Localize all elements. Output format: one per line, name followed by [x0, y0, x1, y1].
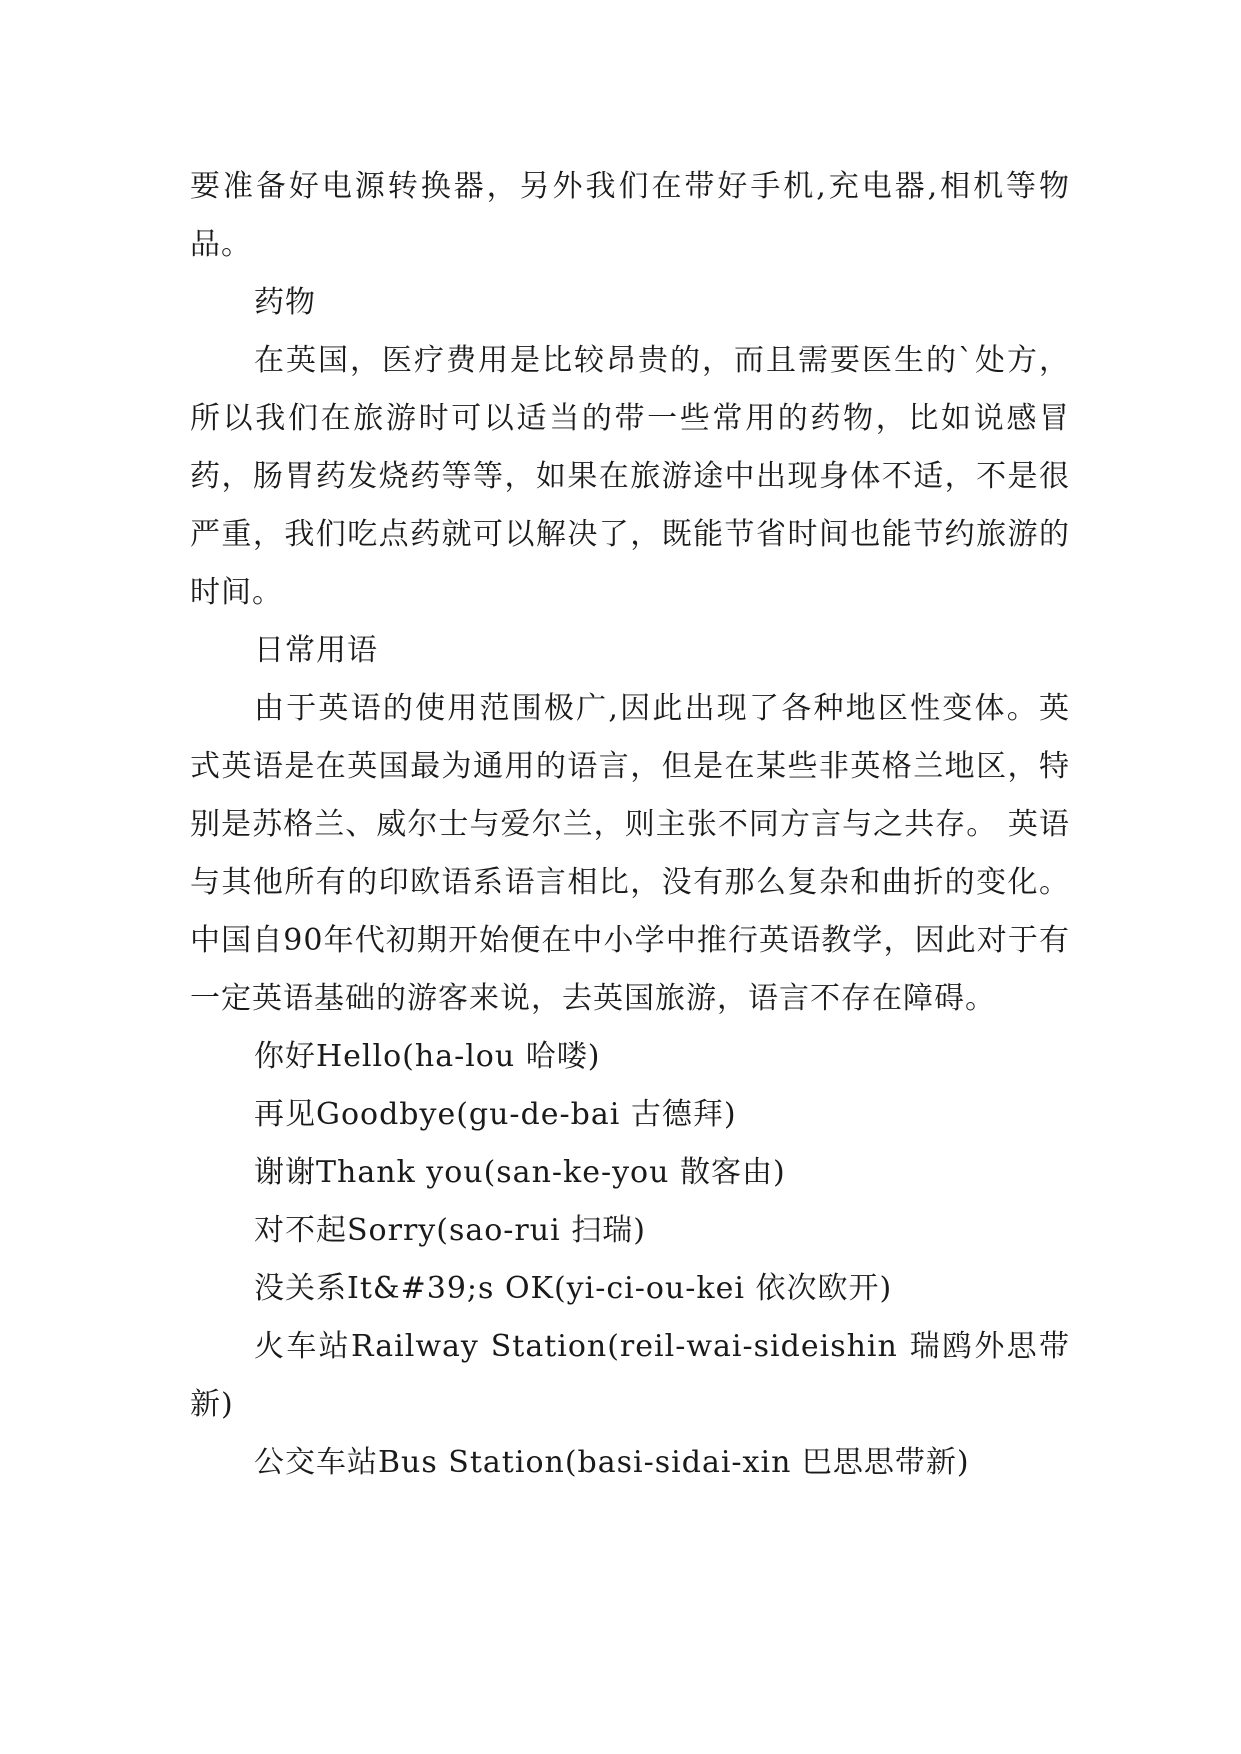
phrase-item-thank-you: 谢谢Thank you(san-ke-you 散客由)	[254, 1155, 786, 1190]
phrase-item-bus-station: 公交车站Bus Station(basi-sidai-xin 巴思思带新)	[254, 1445, 970, 1480]
paragraph-daily-phrases: 由于英语的使用范围极广,因此出现了各种地区性变体。英式英语是在英国最为通用的语言，但是在某些非英格兰地区，特别是苏格兰、威尔士与爱尔兰，则主张不同方言与之共存。 英语与其他所有的印欧语系语言相比，没有那么复杂和曲折的变化。中国自90年代初期开始便在中小学中推行英语教学，因此对于有一定英语基础的游客来说，去英国旅游，语言不存在障碍。	[190, 691, 1070, 1016]
phrase-item-railway-station: 火车站Railway Station(reil-wai-sideishin 瑞鸥外思带新)	[190, 1329, 1070, 1422]
phrase-item-its-ok: 没关系It&#39;s OK(yi-ci-ou-kei 依次欧开)	[254, 1271, 893, 1306]
phrase-item-sorry: 对不起Sorry(sao-rui 扫瑞)	[254, 1213, 646, 1248]
section-heading-daily-phrases: 日常用语	[254, 633, 378, 668]
phrase-item-goodbye: 再见Goodbye(gu-de-bai 古德拜)	[254, 1097, 737, 1132]
phrase-item-hello: 你好Hello(ha-lou 哈喽)	[254, 1039, 601, 1074]
section-heading-medicine: 药物	[254, 285, 316, 320]
paragraph-intro-end: 要准备好电源转换器，另外我们在带好手机,充电器,相机等物品。	[190, 169, 1070, 262]
document-body	[190, 158, 1070, 1492]
paragraph-medicine: 在英国，医疗费用是比较昂贵的，而且需要医生的`处方，所以我们在旅游时可以适当的带一些常用的药物，比如说感冒药，肠胃药发烧药等等，如果在旅游途中出现身体不适，不是很严重，我们吃点药就可以解决了，既能节省时间也能节约旅游的时间。	[190, 343, 1070, 610]
